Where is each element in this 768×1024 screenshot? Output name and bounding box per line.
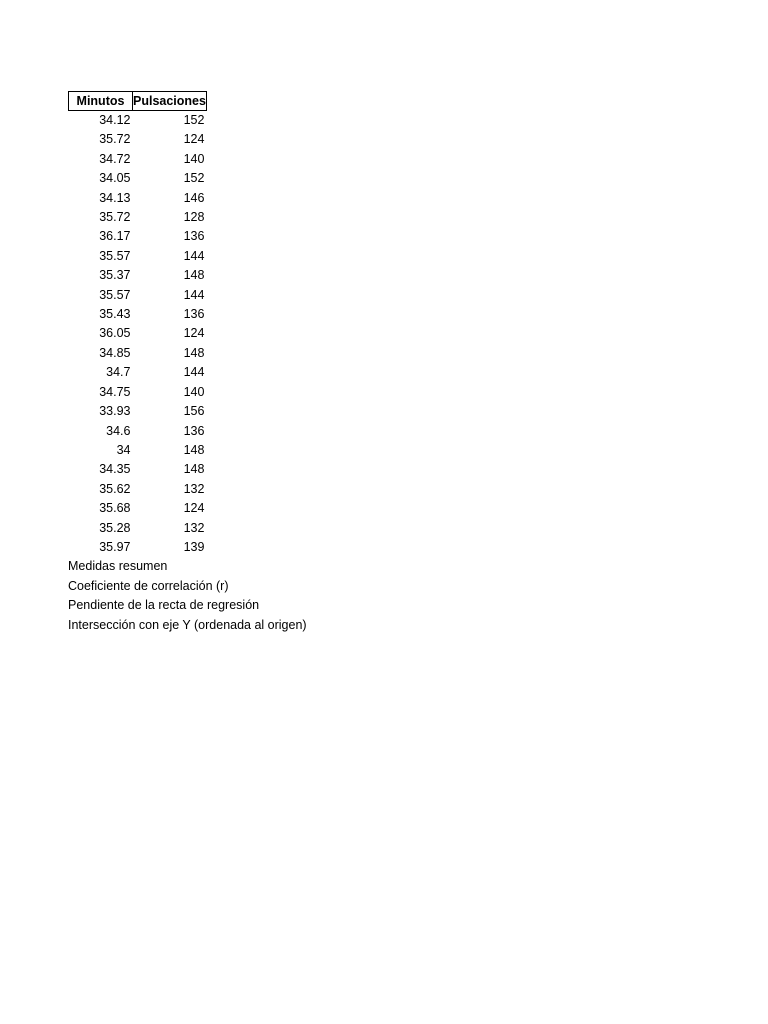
cell-minutos[interactable]: 34.7 (106, 365, 131, 380)
intercept-label[interactable]: Intersección con eje Y (ordenada al origen) (68, 617, 307, 632)
cell-pulsaciones[interactable]: 144 (183, 248, 205, 263)
cell-pulsaciones[interactable]: 148 (183, 462, 205, 477)
table-row (69, 344, 207, 363)
cell-pulsaciones[interactable]: 132 (183, 520, 205, 535)
table-row (69, 480, 207, 499)
table-row (69, 363, 207, 382)
summary-title[interactable]: Medidas resumen (68, 559, 168, 574)
table-row (69, 538, 207, 557)
header-pulsaciones[interactable]: Pulsaciones (133, 92, 207, 111)
summary-section (68, 557, 307, 635)
table-row (69, 247, 207, 266)
cell-pulsaciones[interactable]: 152 (183, 171, 205, 186)
cell-pulsaciones[interactable]: 128 (183, 210, 205, 225)
table-row (69, 208, 207, 227)
table-body (69, 111, 207, 558)
cell-minutos[interactable]: 35.37 (99, 268, 131, 283)
cell-pulsaciones[interactable]: 140 (183, 384, 205, 399)
cell-minutos[interactable]: 34.35 (99, 462, 131, 477)
table-row (69, 324, 207, 343)
cell-pulsaciones[interactable]: 132 (183, 481, 205, 496)
cell-pulsaciones[interactable]: 148 (183, 268, 205, 283)
cell-pulsaciones[interactable]: 136 (183, 229, 205, 244)
table-row (69, 402, 207, 421)
cell-pulsaciones[interactable]: 146 (183, 190, 205, 205)
cell-pulsaciones[interactable]: 144 (183, 287, 205, 302)
slope-label[interactable]: Pendiente de la recta de regresión (68, 598, 260, 613)
cell-minutos[interactable]: 33.93 (99, 404, 131, 419)
cell-minutos[interactable]: 34 (116, 442, 131, 457)
table-row (69, 519, 207, 538)
cell-minutos[interactable]: 35.72 (99, 132, 131, 147)
cell-minutos[interactable]: 35.43 (99, 307, 131, 322)
cell-minutos[interactable]: 34.13 (99, 190, 131, 205)
cell-pulsaciones[interactable]: 136 (183, 307, 205, 322)
correlation-label[interactable]: Coeficiente de correlación (r) (68, 578, 229, 593)
cell-pulsaciones[interactable]: 124 (183, 501, 205, 516)
cell-minutos[interactable]: 35.57 (99, 248, 131, 263)
cell-pulsaciones[interactable]: 148 (183, 345, 205, 360)
table-row (69, 286, 207, 305)
table-row (69, 130, 207, 149)
cell-minutos[interactable]: 34.6 (106, 423, 131, 438)
cell-minutos[interactable]: 35.72 (99, 210, 131, 225)
cell-minutos[interactable]: 36.05 (99, 326, 131, 341)
cell-minutos[interactable]: 34.12 (99, 113, 131, 127)
table-row (69, 305, 207, 324)
cell-pulsaciones[interactable]: 152 (183, 113, 205, 127)
cell-minutos[interactable]: 35.68 (99, 501, 131, 516)
cell-pulsaciones[interactable]: 124 (183, 132, 205, 147)
table-row (69, 266, 207, 285)
cell-minutos[interactable]: 34.72 (99, 151, 131, 166)
header-row (69, 92, 207, 111)
table-row (69, 227, 207, 246)
table-row (69, 422, 207, 441)
cell-minutos[interactable]: 35.62 (99, 481, 131, 496)
cell-pulsaciones[interactable]: 156 (183, 404, 205, 419)
spreadsheet-area (68, 91, 307, 635)
table-row (69, 150, 207, 169)
cell-minutos[interactable]: 36.17 (99, 229, 131, 244)
cell-pulsaciones[interactable]: 139 (183, 539, 205, 554)
table-row (69, 111, 207, 131)
header-minutos[interactable]: Minutos (69, 92, 133, 111)
table-row (69, 441, 207, 460)
cell-pulsaciones[interactable]: 144 (183, 365, 205, 380)
cell-minutos[interactable]: 34.05 (99, 171, 131, 186)
cell-pulsaciones[interactable]: 124 (183, 326, 205, 341)
cell-minutos[interactable]: 35.28 (99, 520, 131, 535)
table-row (69, 189, 207, 208)
cell-minutos[interactable]: 35.97 (99, 539, 131, 554)
cell-pulsaciones[interactable]: 140 (183, 151, 205, 166)
cell-pulsaciones[interactable]: 148 (183, 442, 205, 457)
cell-pulsaciones[interactable]: 136 (183, 423, 205, 438)
table-row (69, 169, 207, 188)
table-row (69, 383, 207, 402)
table-row (69, 499, 207, 518)
cell-minutos[interactable]: 34.85 (99, 345, 131, 360)
table-row (69, 460, 207, 479)
cell-minutos[interactable]: 34.75 (99, 384, 131, 399)
data-table (68, 91, 207, 557)
cell-minutos[interactable]: 35.57 (99, 287, 131, 302)
